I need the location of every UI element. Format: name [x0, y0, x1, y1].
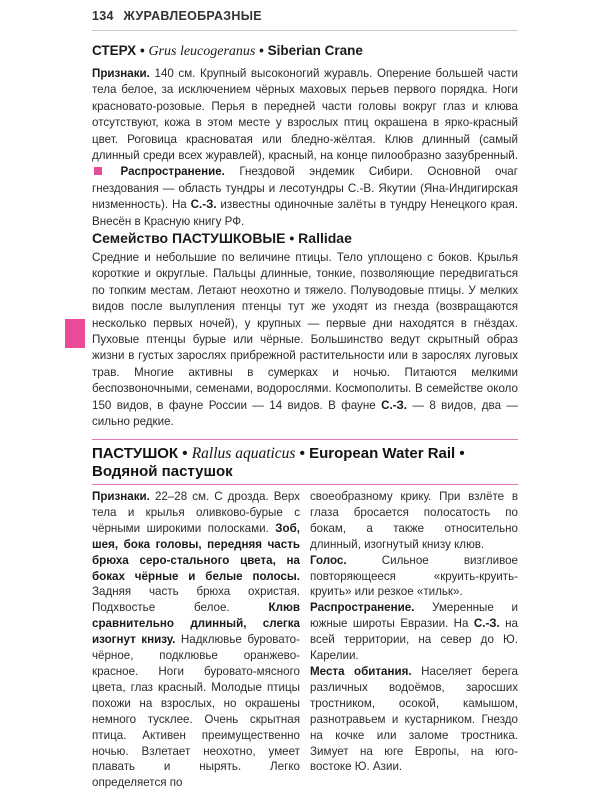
features-text: Задняя часть брюха охристая. Подхвостье белое.: [92, 585, 300, 615]
species-body: [92, 489, 518, 790]
distribution-label: Распространение.: [120, 165, 225, 179]
title-ru: Семейство ПАСТУШКОВЫЕ: [92, 230, 286, 246]
column-right: [310, 489, 518, 775]
title-english: European Water Rail: [309, 445, 456, 462]
title-separator: •: [139, 43, 145, 58]
features-label: Признаки.: [92, 490, 150, 503]
region-label: С.-З.: [190, 198, 217, 212]
title-latin: Rallus aquaticus: [191, 445, 296, 462]
region-label: С.-З.: [473, 617, 500, 631]
features-text: 140 см. Крупный высоконогий журавль. Оперение большей части тела белое, за исключением чёрных маховых перьев первого порядка. Ноги красновато-розовые. Перья в передней части головы вокруг глаз и клюва отсутствуют, кожа в этом месте у взрослых птиц окрашена в ярко-красный цвет. Роговица красноватая или бледно-жёлтая. Клюв длинный (самый длинный среди всех журавлей), красный, на конце пилообразно зазубренный.: [92, 67, 518, 163]
title-separator: •: [289, 230, 295, 246]
distribution-label: Распространение.: [310, 601, 415, 615]
species-title: [92, 445, 518, 481]
habitat-text: Населяет берега различных водоёмов, заросших тростником, осокой, камышом, разнотравьем и кустарником. Гнездо на кочке или заломе тростника. Зимует на юге Европы, на юго-востоке Ю. Азии.: [310, 664, 518, 774]
title-separator: •: [259, 43, 264, 58]
habitat-label: Места обитания.: [310, 664, 412, 678]
features-label: Признаки.: [92, 67, 150, 80]
page-tab-marker: [65, 319, 85, 348]
features-text: своеобразному крику. При взлёте в глаза бросается полосатость по бокам, а также относительно длинный, изогнутый книзу клюв.: [310, 490, 518, 551]
title-underline: [92, 484, 518, 485]
section-marker-icon: [94, 167, 102, 175]
features-continued: [310, 489, 518, 553]
title-separator: •: [299, 445, 305, 462]
voice-label: Голос.: [310, 553, 347, 567]
species-divider: [92, 439, 518, 440]
features-text: 22–28 см. С дрозда. Верх тела и крылья оливково-бурые с чёрными широкими полосками.: [92, 490, 300, 535]
features-key-text: Клюв сравнительно длинный, слегка изогнут книзу.: [92, 601, 300, 647]
title-separator: •: [182, 445, 188, 462]
species-description: [92, 66, 518, 230]
running-header: [92, 9, 262, 29]
family-text: Средние и небольшие по величине птицы. Тело уплощено с боков. Крылья короткие и округлые. Пальцы длинные, тонкие, позволяющие передвигаться по топким местам. Летают неохотно и тяжело. Полуводовые птицы. У мелких видов после вылупления птенцы тут же уходят из гнезда (возвращаются несколько первых ночей), у крупных — первые дни находятся в гнёздах. Пуховые птенцы бурые или чёрные. Большинство ведут скрытный образ жизни в густых зарослях прибрежной растительности или в зарослях луговых трав. Многие активны в сумерках и ночью. Питаются мелкими беспозвоночными, семенами, водорослями. Космополиты. В семействе около 150 видов, в фауне России — 14 видов. В фауне: [92, 251, 518, 412]
features-text: Надклювье буровато-чёрное, подклювье оранжево-красное. Ноги буровато-мясного цвета, глаз красный. Молодые птицы похожи на взрослых, но окрашены немного тусклее. Очень скрытная птица. Активен преимущественно ночью. Взлетает неохотно, умеет плавать и нырять. Легко определяется по: [92, 633, 300, 790]
voice-paragraph: [310, 553, 518, 601]
title-english: Siberian Crane: [267, 43, 363, 58]
title-ru: СТЕРХ: [92, 43, 137, 58]
species-entry-rail: [92, 445, 518, 481]
species-title: [92, 43, 518, 60]
page-number: 134: [92, 9, 114, 23]
distribution-paragraph: [310, 600, 518, 664]
voice-text: Сильное визгливое повторяющееся «круить-круить-круить» или резкое «тильк».: [310, 553, 518, 599]
family-description: [92, 250, 518, 430]
title-ru: ПАСТУШОК: [92, 445, 179, 462]
title-separator: •: [459, 445, 465, 462]
title-ru-alt: Водяной пастушок: [92, 463, 233, 480]
habitat-paragraph: [310, 664, 518, 775]
features-key-text: Зоб, шея, бока головы, передняя часть брюха серо-стального цвета, на боках чёрные и белые полосы.: [92, 521, 300, 583]
family-text: — 8 видов, два — сильно редкие.: [92, 398, 518, 429]
title-latin: Rallidae: [298, 230, 352, 246]
distribution-text: Умеренные и южные широты Евразии. На: [310, 601, 518, 631]
column-left: [92, 489, 300, 791]
family-title: [92, 230, 518, 246]
species-entry-sterkh: [92, 43, 518, 230]
region-label: С.-З.: [381, 398, 408, 412]
distribution-text: на всей территории, на север до Ю. Карелии.: [310, 617, 518, 663]
title-latin: Grus leucogeranus: [148, 44, 256, 59]
distribution-text: Гнездовой эндемик Сибири. Основной очаг гнездования — область тундры и лесотундры С.-В. Якутии (Яна-Индигирская низменность). На: [92, 165, 518, 212]
family-entry-rallidae: [92, 230, 518, 430]
section-title: ЖУРАВЛЕОБРАЗНЫЕ: [123, 9, 262, 23]
header-rule: [92, 30, 518, 31]
features-paragraph: [92, 489, 300, 791]
distribution-text: известны одиночные залёты в тундру Ненецкого края. Внесён в Красную книгу РФ.: [92, 198, 518, 228]
